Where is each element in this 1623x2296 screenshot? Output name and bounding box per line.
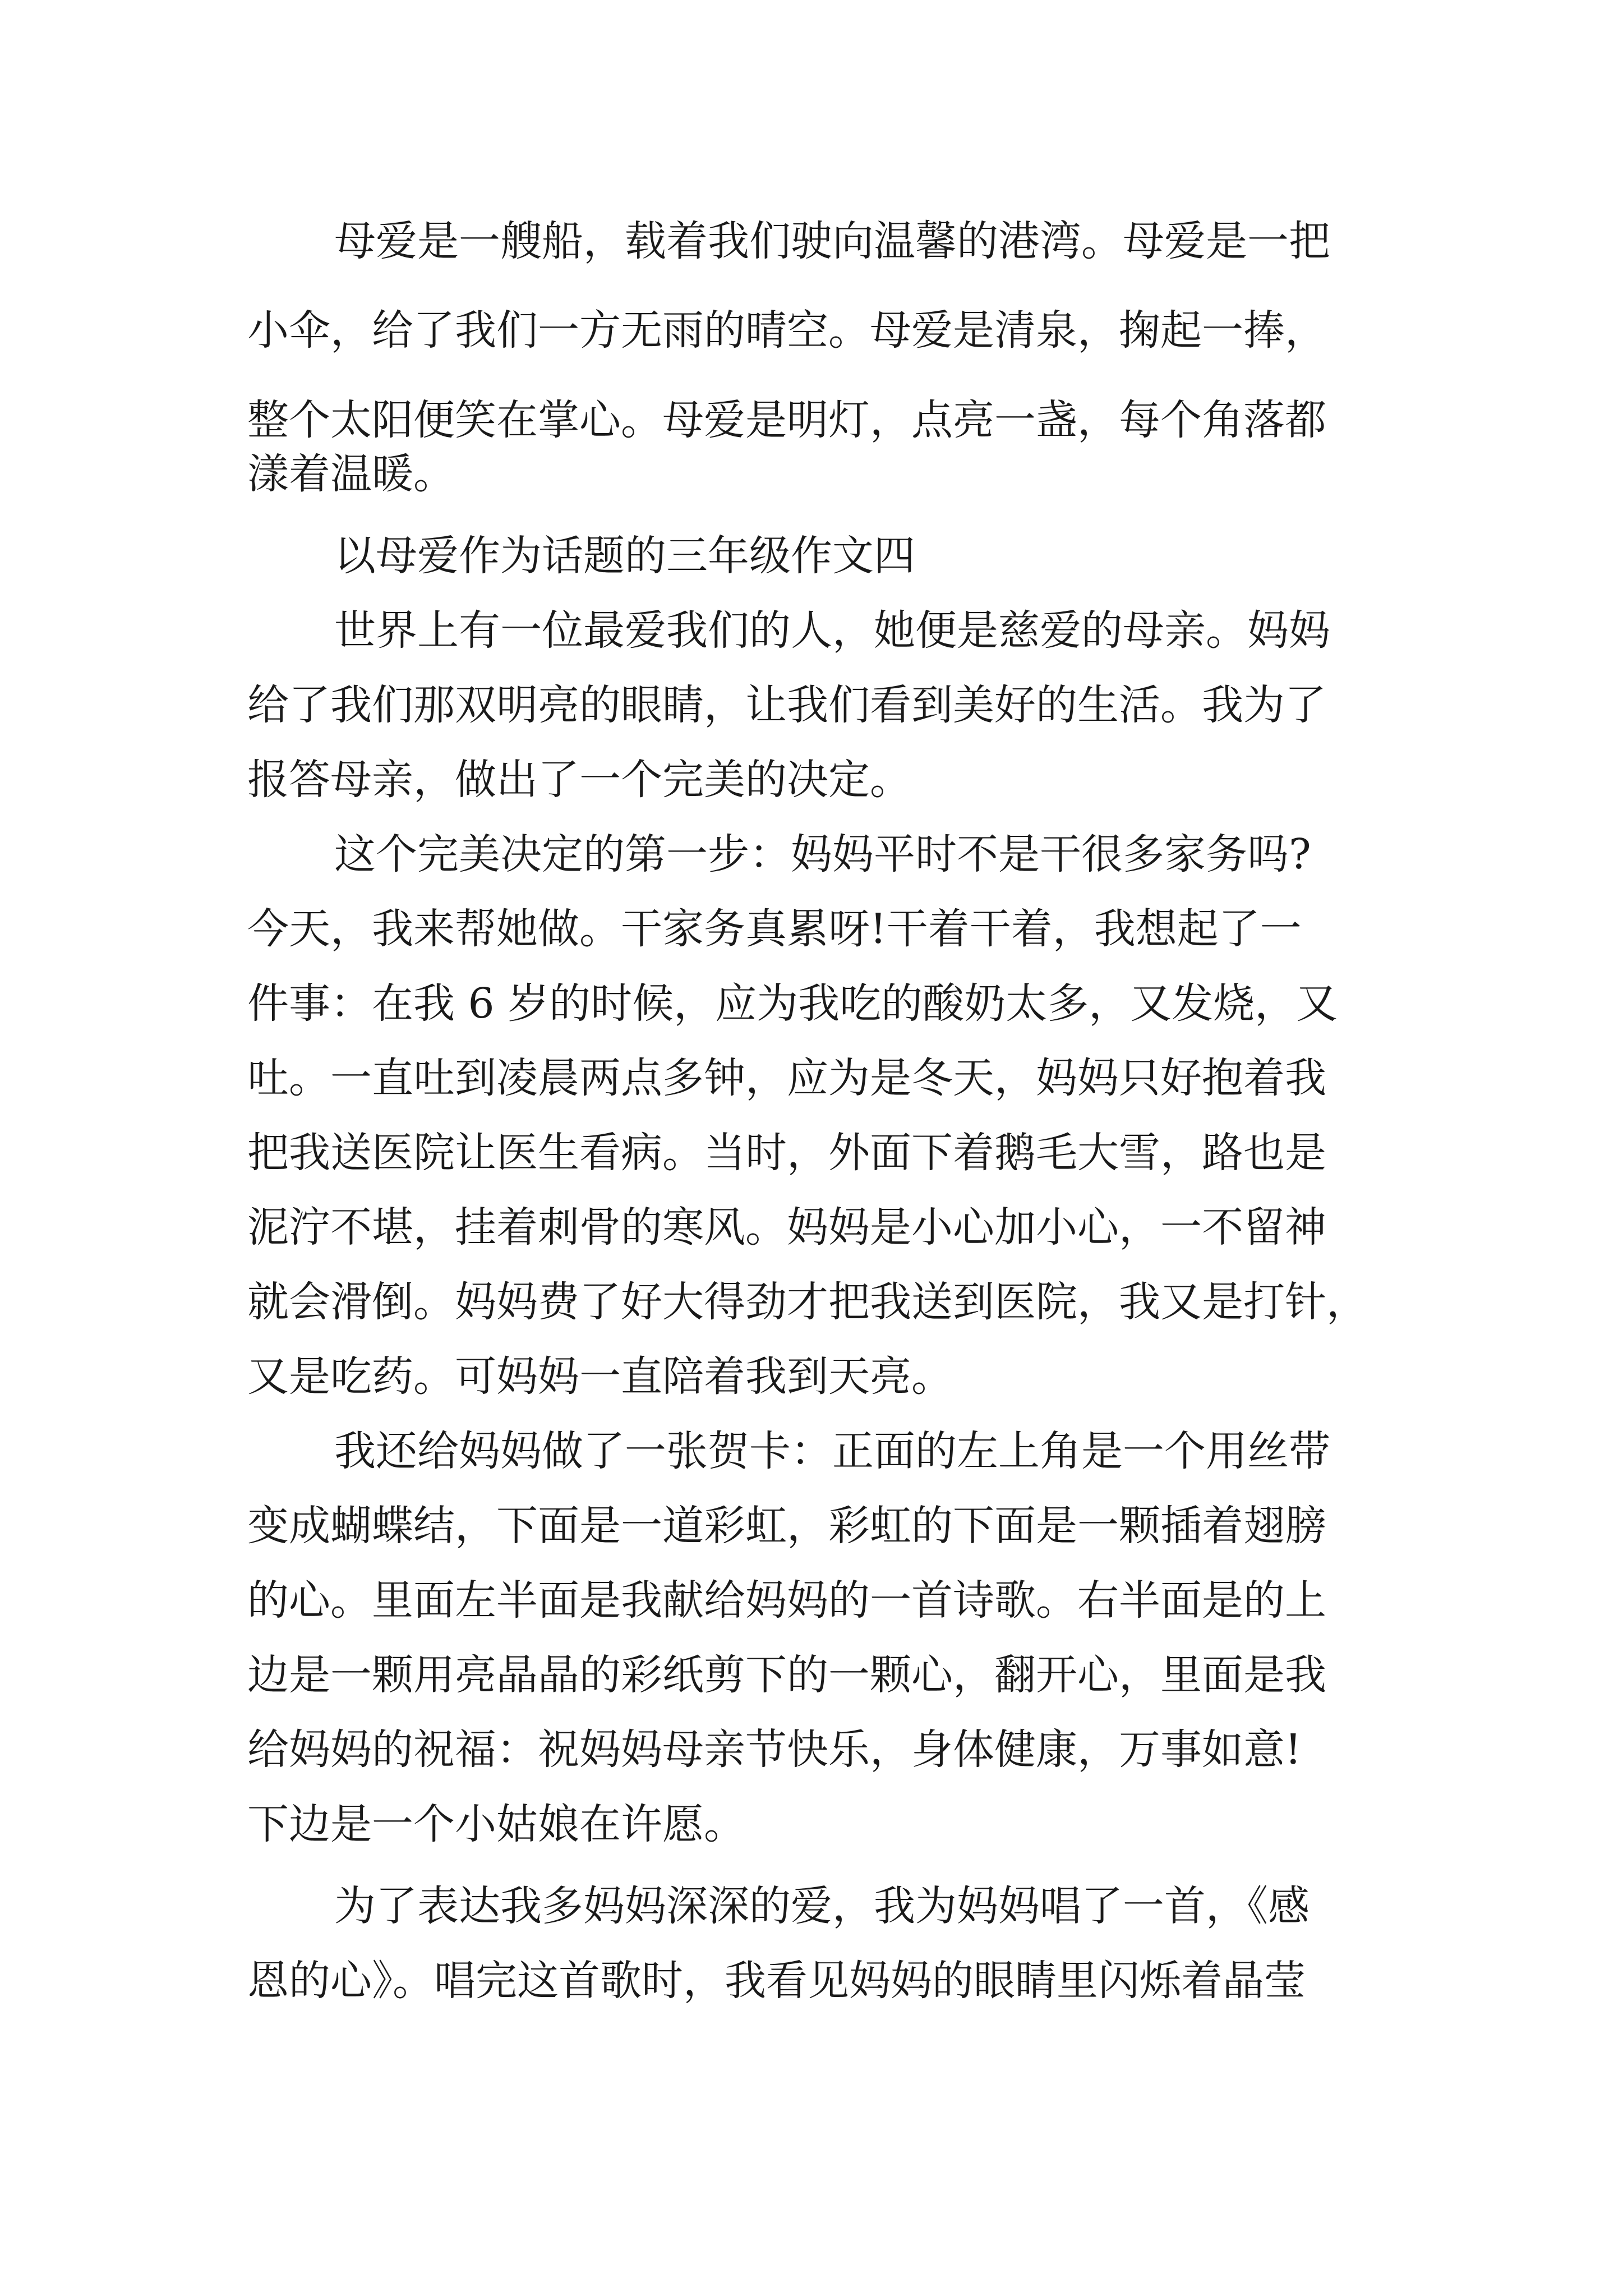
text-line-content: 报答母亲，做出了一个完美的决定。 <box>247 756 911 804</box>
text-line <box>0 297 1623 364</box>
text-line-content: 件事：在我 6 岁的时候，应为我吃的酸奶太多，又发烧，又 <box>247 979 1338 1028</box>
text-line-content: 恩的心》。唱完这首歌时，我看见妈妈的眼睛里闪烁着晶莹 <box>247 1957 1306 2005</box>
text-line <box>0 1343 1623 1410</box>
text-line <box>0 1268 1623 1336</box>
text-line <box>0 1716 1623 1783</box>
text-line <box>0 1418 1623 1485</box>
text-line-content: 这个完美决定的第一步：妈妈平时不是干很多家务吗? <box>334 830 1311 878</box>
text-line <box>0 821 1623 888</box>
heading-text: 以母爱作为话题的三年级作文四 <box>334 532 915 580</box>
text-line <box>0 1791 1623 1858</box>
text-line <box>0 746 1623 813</box>
text-line-content: 变成蝴蝶结，下面是一道彩虹，彩虹的下面是一颗插着翅膀 <box>247 1502 1326 1550</box>
text-line <box>0 1194 1623 1261</box>
text-line <box>0 208 1623 275</box>
text-line-content: 又是吃药。可妈妈一直陪着我到天亮。 <box>247 1352 953 1401</box>
text-line <box>0 895 1623 963</box>
text-line-content: 为了表达我多妈妈深深的爱，我为妈妈唱了一首，《感 <box>334 1882 1310 1930</box>
text-line <box>0 1641 1623 1709</box>
text-line-content: 漾着温暖。 <box>247 450 455 498</box>
text-line-content: 小伞，给了我们一方无雨的晴空。母爱是清泉，掬起一捧， <box>247 306 1326 355</box>
text-line-content: 我还给妈妈做了一张贺卡：正面的左上角是一个用丝带 <box>334 1427 1330 1475</box>
text-line <box>0 440 1623 508</box>
text-line <box>0 970 1623 1037</box>
text-line-content: 就会滑倒。妈妈费了好大得劲才把我送到医院，我又是打针， <box>247 1278 1368 1326</box>
text-line-content: 的心。里面左半面是我献给妈妈的一首诗歌。右半面是的上 <box>247 1576 1326 1625</box>
text-line-content: 给了我们那双明亮的眼睛，让我们看到美好的生活。我为了 <box>247 681 1326 729</box>
text-line-content: 世界上有一位最爱我们的人，她便是慈爱的母亲。妈妈 <box>334 606 1330 655</box>
section-heading <box>0 522 1623 590</box>
text-line <box>0 1492 1623 1559</box>
text-line <box>0 1567 1623 1634</box>
text-line-content: 泥泞不堪，挂着刺骨的寒风。妈妈是小心加小心，一不留神 <box>247 1203 1326 1251</box>
text-line-content: 整个太阳便笑在掌心。母爱是明灯，点亮一盏，每个角落都 <box>247 396 1326 444</box>
text-line-content: 母爱是一艘船，载着我们驶向温馨的港湾。母爱是一把 <box>334 217 1330 265</box>
text-line-content: 给妈妈的祝福：祝妈妈母亲节快乐，身体健康，万事如意! <box>247 1726 1302 1774</box>
text-line <box>0 1045 1623 1112</box>
text-line <box>0 1947 1623 2014</box>
text-line <box>0 671 1623 739</box>
text-line-content: 吐。一直吐到凌晨两点多钟，应为是冬天，妈妈只好抱着我 <box>247 1054 1326 1102</box>
text-line-content: 边是一颗用亮晶晶的彩纸剪下的一颗心，翻开心，里面是我 <box>247 1651 1326 1699</box>
text-line <box>0 1119 1623 1186</box>
text-line-content: 今天，我来帮她做。干家务真累呀!干着干着，我想起了一 <box>247 905 1302 953</box>
text-line-content: 下边是一个小姑娘在许愿。 <box>247 1800 745 1848</box>
text-line-content: 把我送医院让医生看病。当时，外面下着鹅毛大雪，路也是 <box>247 1129 1326 1177</box>
text-line <box>0 1872 1623 1940</box>
text-line <box>0 597 1623 664</box>
